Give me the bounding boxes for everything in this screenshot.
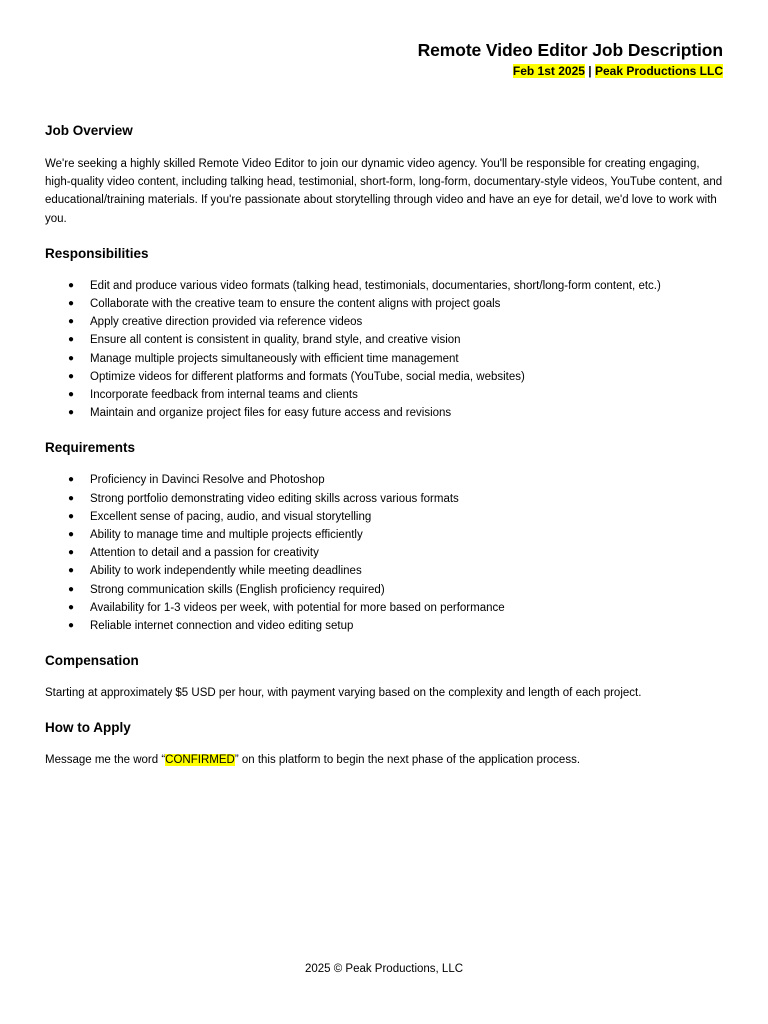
list-item: ● Ensure all content is consistent in quality, brand style, and creative vision: [45, 331, 725, 349]
responsibilities-list: [45, 277, 725, 423]
bullet-icon: ●: [68, 279, 75, 291]
bullet-icon: ●: [68, 547, 75, 559]
responsibilities-heading: Responsibilities: [45, 245, 149, 261]
bullet-icon: ●: [68, 298, 75, 310]
bullet-icon: ●: [68, 352, 75, 364]
compensation-heading: Compensation: [45, 653, 139, 669]
subtitle-separator: |: [584, 64, 595, 78]
requirements-heading: Requirements: [45, 440, 136, 456]
list-item: ● Ability to manage time and multiple projects efficiently: [45, 526, 725, 544]
bullet-icon: ●: [68, 316, 75, 328]
job-overview-section: [45, 121, 725, 228]
how-to-apply-heading: How to Apply: [45, 720, 131, 736]
bullet-icon: ●: [68, 334, 75, 346]
list-item: ● Reliable internet connection and video editing setup: [45, 617, 725, 635]
bullet-icon: ●: [68, 601, 75, 613]
bullet-icon: ●: [68, 389, 75, 401]
list-item: ● Excellent sense of pacing, audio, and visual storytelling: [45, 508, 725, 526]
job-overview-text: We're seeking a highly skilled Remote Video Editor to join our dynamic video agency. You'll be responsible for creating engaging, high-quality video content, including talking head, testimonial, short-form, long-form, documentary-style videos, YouTube content, and educational/training materials. If you're passionate about storytelling through video and have an eye for detail, we'd love to work with you.: [45, 158, 723, 225]
document-subtitle: [418, 63, 723, 79]
list-item: ● Availability for 1-3 videos per week, with potential for more based on performance: [45, 599, 725, 617]
title-block: [418, 38, 723, 79]
list-item: ● Proficiency in Davinci Resolve and Photoshop: [45, 471, 725, 489]
list-item: ● Manage multiple projects simultaneously with efficient time management: [45, 350, 725, 368]
bullet-icon: ●: [68, 370, 75, 382]
bullet-icon: ●: [68, 565, 75, 577]
how-to-apply-section: [45, 718, 725, 769]
list-item: ● Strong portfolio demonstrating video editing skills across various formats: [45, 490, 725, 508]
bullet-icon: ●: [68, 583, 75, 595]
list-item: ● Optimize videos for different platforms and formats (YouTube, social media, websites): [45, 368, 725, 386]
compensation-text: Starting at approximately $5 USD per hour, with payment varying based on the complexity and length of each project.: [45, 687, 642, 700]
requirements-section: [45, 438, 725, 635]
document-body: [45, 121, 725, 770]
how-to-apply-text: Message me the word “CONFIRMED” on this platform to begin the next phase of the application process.: [45, 754, 581, 767]
company-highlight: Peak Productions LLC: [594, 64, 723, 78]
bullet-icon: ●: [68, 510, 75, 522]
list-item: ● Maintain and organize project files for easy future access and revisions: [45, 404, 725, 422]
date-highlight: Feb 1st 2025: [512, 64, 585, 78]
document-title: Remote Video Editor Job Description: [417, 40, 723, 60]
list-item: ● Ability to work independently while meeting deadlines: [45, 562, 725, 580]
bullet-icon: ●: [68, 492, 75, 504]
page-footer: 2025 © Peak Productions, LLC: [304, 963, 464, 975]
requirements-list: [45, 471, 725, 635]
bullet-icon: ●: [68, 474, 75, 486]
list-item: ● Strong communication skills (English proficiency required): [45, 581, 725, 599]
compensation-section: [45, 651, 725, 702]
list-item: ● Attention to detail and a passion for creativity: [45, 544, 725, 562]
list-item: ● Apply creative direction provided via reference videos: [45, 313, 725, 331]
job-overview-heading: Job Overview: [45, 123, 133, 138]
confirmed-keyword-highlight: CONFIRMED: [165, 754, 235, 767]
bullet-icon: ●: [68, 407, 75, 419]
bullet-icon: ●: [68, 529, 75, 541]
list-item: ● Collaborate with the creative team to ensure the content aligns with project goals: [45, 295, 725, 313]
bullet-icon: ●: [68, 620, 75, 632]
list-item: ● Incorporate feedback from internal teams and clients: [45, 386, 725, 404]
responsibilities-section: [45, 244, 725, 423]
list-item: ● Edit and produce various video formats (talking head, testimonials, documentaries, short/long-form content, etc.): [45, 277, 725, 295]
